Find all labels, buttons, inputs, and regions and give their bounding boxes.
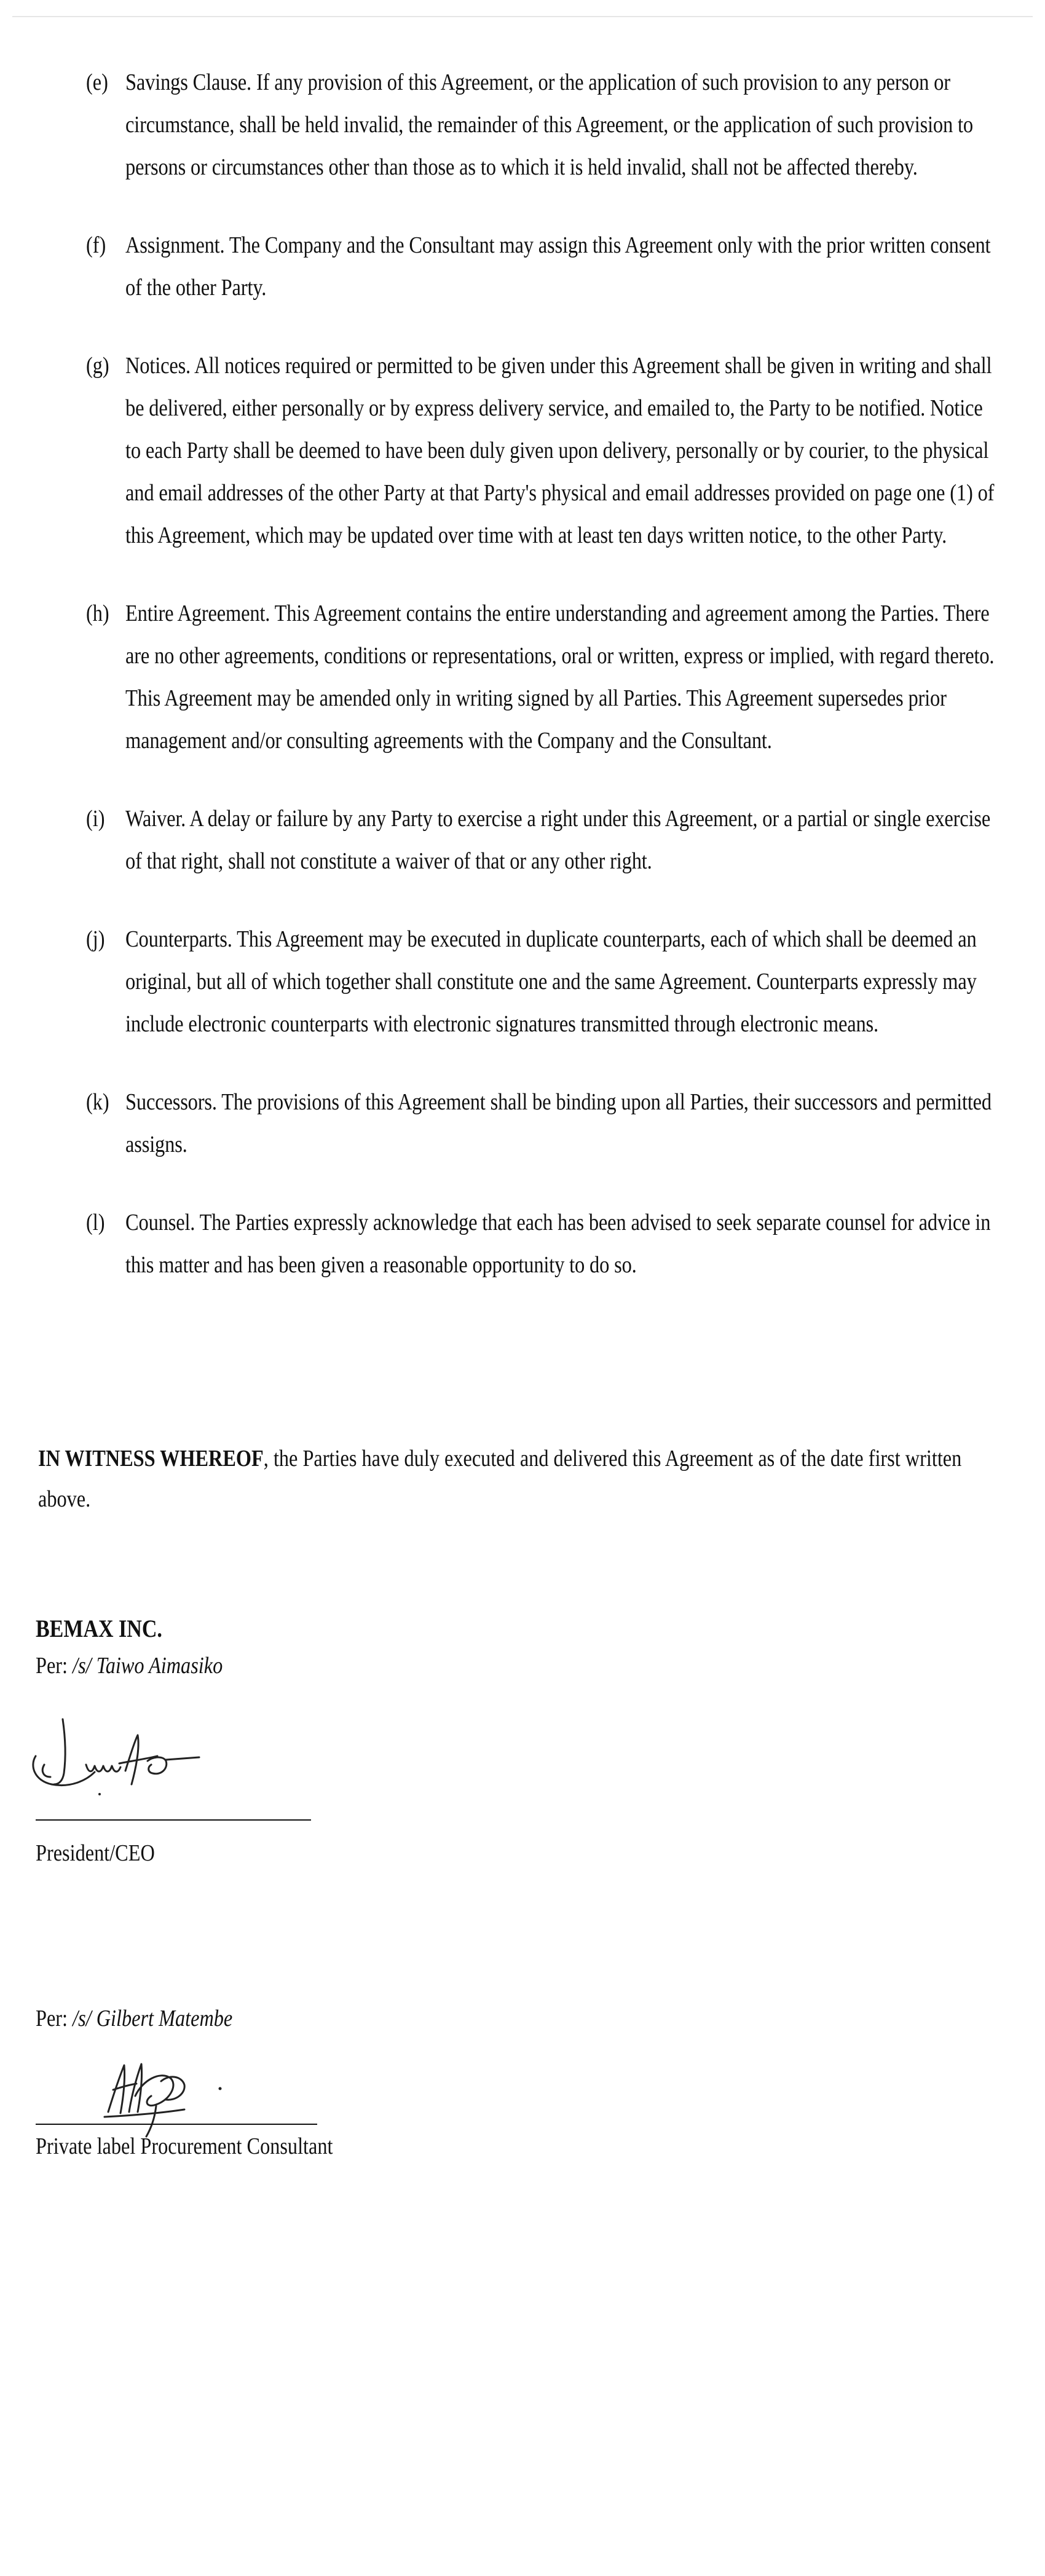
clause-body: [125, 1081, 996, 1166]
clause-text: This Agreement contains the entire understanding and agreement among the Parties. There are no other agreements, conditions or representations, oral or written, express or implied, with regard thereto. This Agreement may be amended only in writing signed by all Parties. This Agreement supersedes prior management and/or consulting agreements with the Company and the Consultant.: [125, 601, 995, 754]
clause-body: [125, 593, 996, 762]
clause-body: [125, 345, 996, 557]
clause-heading: Waiver.: [125, 806, 186, 832]
per-prefix: Per:: [36, 2006, 73, 2031]
clause-g: [86, 345, 996, 557]
clause-body: [125, 918, 996, 1046]
clause-text: The Parties expressly acknowledge that each has been advised to seek separate counsel for advice in this matter and has been given a reasonable opportunity to do so.: [125, 1210, 991, 1278]
company-handwritten-signature: [27, 1712, 211, 1804]
clause-letter: (g): [86, 353, 109, 379]
company-signature-block: [36, 1610, 256, 1684]
consultant-per-line: [36, 2000, 232, 2037]
company-signature-line: [36, 1819, 311, 1821]
consultant-handwritten-signature: [92, 2053, 240, 2139]
witness-paragraph: [38, 1438, 1005, 1519]
clause-j: [86, 918, 996, 1046]
clause-heading: Notices.: [125, 353, 191, 379]
witness-text: , the Parties have duly executed and delivered this Agreement as of the date first written above.: [38, 1446, 962, 1512]
clause-body: [125, 61, 996, 189]
clause-text: A delay or failure by any Party to exercise a right under this Agreement, or a partial or single exercise of that right, shall not constitute a waiver of that or any other right.: [125, 806, 991, 874]
clause-text: The Company and the Consultant may assign this Agreement only with the prior written consent of the other Party.: [125, 232, 991, 301]
clause-letter: (f): [86, 232, 106, 258]
clause-heading: Entire Agreement.: [125, 601, 270, 626]
clause-letter: (e): [86, 69, 108, 95]
clause-body: [125, 224, 996, 309]
clause-heading: Assignment.: [125, 232, 225, 258]
clause-text: If any provision of this Agreement, or the application of such provision to any person or circumstance, shall be held invalid, the remainder of this Agreement, or the application of such provision to persons or circumstances other than those as to which it is held invalid, shall not be affected thereby.: [125, 69, 973, 180]
page-top-edge: [12, 16, 1033, 17]
clause-text: The provisions of this Agreement shall be binding upon all Parties, their successors and permitted assigns.: [125, 1089, 992, 1157]
clause-i: [86, 798, 996, 883]
signer-name: /s/ Taiwo Aimasiko: [73, 1653, 223, 1679]
clause-body: [125, 798, 996, 883]
clause-text: This Agreement may be executed in duplicate counterparts, each of which shall be deemed an original, but all of which together shall constitute one and the same Agreement. Counterparts expressly may include electronic counterparts with electronic signatures transmitted through electronic means.: [125, 926, 977, 1037]
company-per-line: [36, 1647, 223, 1684]
company-signer-title: President/CEO: [36, 1840, 155, 1866]
signer-name: /s/ Gilbert Matembe: [73, 2006, 233, 2031]
clause-heading: Savings Clause.: [125, 69, 252, 95]
clause-body: [125, 1202, 996, 1286]
consultant-signature-line: [36, 2124, 317, 2125]
clause-list: [86, 61, 996, 1322]
clause-f: [86, 224, 996, 309]
clause-h: [86, 593, 996, 762]
clause-letter: (i): [86, 806, 105, 832]
clause-letter: (k): [86, 1089, 109, 1115]
clause-letter: (j): [86, 926, 105, 952]
witness-lead: IN WITNESS WHEREOF: [38, 1446, 264, 1471]
clause-heading: Successors.: [125, 1089, 217, 1115]
per-prefix: Per:: [36, 1653, 73, 1679]
clause-letter: (h): [86, 601, 109, 626]
company-name: BEMAX INC.: [36, 1615, 162, 1642]
clause-text: All notices required or permitted to be given under this Agreement shall be given in writing and shall be delivered, either personally or by express delivery service, and emailed to, the Party to be notified. Notice to each Party shall be deemed to have been duly given upon delivery, personally or by courier, to the physical and email addresses of the other Party at that Party's physical and email addresses provided on page one (1) of this Agreement, which may be updated over time with at least ten days written notice, to the other Party.: [125, 353, 995, 548]
consultant-signer-title: Private label Procurement Consultant: [36, 2133, 333, 2159]
clause-heading: Counterparts.: [125, 926, 232, 952]
clause-k: [86, 1081, 996, 1166]
consultant-signature-block: [36, 2000, 267, 2037]
clause-letter: (l): [86, 1210, 105, 1235]
clause-l: [86, 1202, 996, 1286]
clause-heading: Counsel.: [125, 1210, 195, 1235]
clause-e: [86, 61, 996, 189]
